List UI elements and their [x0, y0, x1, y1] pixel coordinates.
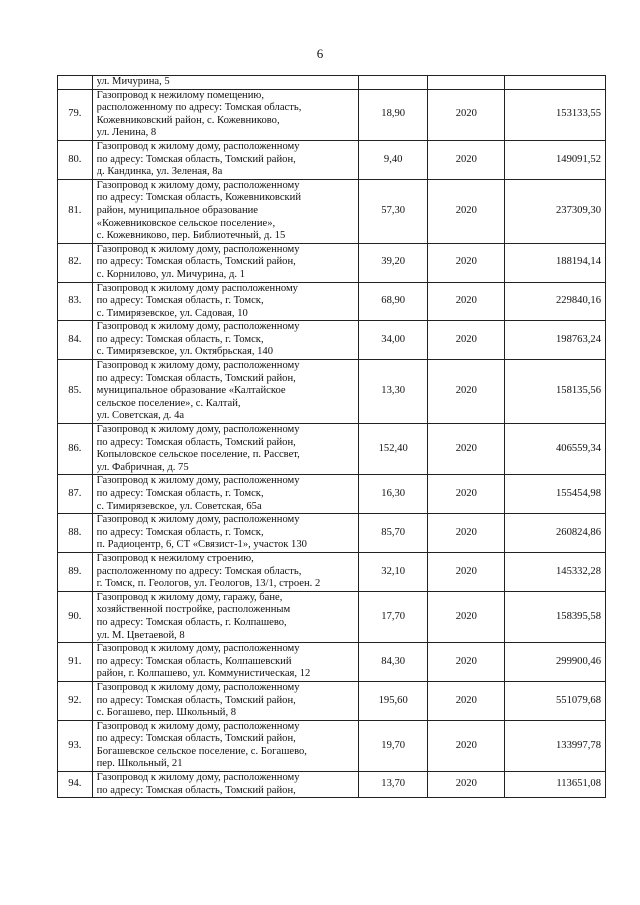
length-cell: 195,60 [359, 681, 428, 720]
object-name-cell [92, 282, 358, 321]
length-cell: 57,30 [359, 179, 428, 243]
cost-cell: 153133,55 [505, 89, 606, 140]
object-name-line: Газопровод к нежилому строению, [96, 552, 254, 564]
object-name-cell [92, 643, 358, 682]
table-row [58, 321, 606, 360]
length-cell: 19,70 [359, 720, 428, 771]
table-body [58, 76, 606, 798]
object-name-line: Газопровод к жилому дому, гаражу, бане, [96, 591, 283, 603]
object-name-cell [92, 772, 358, 798]
object-name-line: по адресу: Томская область, Томский район, [96, 784, 296, 796]
object-name-line: «Кожевниковское сельское поселение», [96, 217, 276, 229]
object-name-line: ул. Ленина, 8 [96, 127, 157, 139]
object-name-line: п. Радиоцентр, 6, СТ «Связист-1», участок 130 [96, 539, 307, 551]
table-row [58, 552, 606, 591]
object-name-line: муниципальное образование «Калтайское [96, 385, 286, 397]
object-name-cell [92, 514, 358, 553]
row-number-cell: 87. [58, 475, 93, 514]
year-cell: 2020 [428, 179, 505, 243]
object-name-cell [92, 681, 358, 720]
table-row [58, 179, 606, 243]
object-name-line: по адресу: Томская область, Колпашевский [96, 655, 292, 667]
year-cell: 2020 [428, 243, 505, 282]
year-cell: 2020 [428, 89, 505, 140]
cost-cell: 188194,14 [505, 243, 606, 282]
page-number: 6 [316, 46, 324, 61]
object-name-line: по адресу: Томская область, г. Томск, [96, 295, 264, 307]
object-name-cell [92, 552, 358, 591]
object-name-line: по адресу: Томская область, г. Колпашево, [96, 616, 287, 628]
table-row [58, 643, 606, 682]
cost-cell: 155454,98 [505, 475, 606, 514]
object-name-cell [92, 591, 358, 642]
row-number-cell: 81. [58, 179, 93, 243]
row-number-cell: 83. [58, 282, 93, 321]
table-row [58, 424, 606, 475]
object-name-line: Газопровод к жилому дому, расположенному [96, 140, 300, 152]
table-row [58, 475, 606, 514]
length-cell: 18,90 [359, 89, 428, 140]
row-number-cell: 88. [58, 514, 93, 553]
object-name-line: по адресу: Томская область, г. Томск, [96, 488, 264, 499]
cost-cell: 299900,46 [505, 643, 606, 682]
cost-cell: 113651,08 [505, 772, 606, 798]
object-name-line: район, муниципальное образование [96, 204, 258, 216]
length-cell: 85,70 [359, 514, 428, 553]
object-name-line: с. Кожевниково, пер. Библиотечный, д. 15 [96, 230, 286, 242]
object-name-line: по адресу: Томская область, Томский район, [96, 372, 296, 384]
object-name-cell [92, 720, 358, 771]
object-name-cell [92, 243, 358, 282]
year-cell: 2020 [428, 643, 505, 682]
row-number-cell: 85. [58, 360, 93, 424]
object-name-line: расположенному по адресу: Томская область, [96, 565, 302, 577]
row-number-cell: 94. [58, 772, 93, 798]
cost-cell: 198763,24 [505, 321, 606, 360]
year-cell: 2020 [428, 282, 505, 321]
object-name-line: с. Тимирязевское, ул. Октябрьская, 140 [96, 346, 274, 358]
object-name-line: район, г. Колпашево, ул. Коммунистическая, 12 [96, 668, 311, 680]
cost-cell: 229840,16 [505, 282, 606, 321]
object-name-cell [92, 89, 358, 140]
object-name-line: по адресу: Томская область, Томский район, [96, 694, 296, 706]
object-name-cell [92, 424, 358, 475]
object-name-line: Газопровод к жилому дому, расположенному [96, 772, 300, 784]
row-number-cell: 82. [58, 243, 93, 282]
row-number-cell: 92. [58, 681, 93, 720]
length-cell [359, 76, 428, 90]
object-name-line: Газопровод к жилому дому, расположенному [96, 720, 300, 732]
cost-cell: 260824,86 [505, 514, 606, 553]
object-name-line: по адресу: Томская область, Томский район, [96, 436, 296, 448]
cost-cell: 158135,56 [505, 360, 606, 424]
object-name-line: с. Богашево, пер. Школьный, 8 [96, 707, 237, 719]
year-cell: 2020 [428, 720, 505, 771]
length-cell: 34,00 [359, 321, 428, 360]
object-name-line: с. Тимирязевское, ул. Советская, 65а [96, 500, 262, 512]
length-cell: 16,30 [359, 475, 428, 514]
object-name-line: Газопровод к жилому дому, расположенному [96, 321, 300, 333]
table-row [58, 140, 606, 179]
year-cell: 2020 [428, 552, 505, 591]
length-cell: 84,30 [359, 643, 428, 682]
object-name-line: сельское поселение», с. Калтай, [96, 397, 241, 409]
object-name-cell [92, 360, 358, 424]
object-name-line: ул. Советская, д. 4а [96, 410, 185, 422]
object-name-line: по адресу: Томская область, Томский район, [96, 256, 296, 268]
length-cell: 68,90 [359, 282, 428, 321]
row-number-cell: 79. [58, 89, 93, 140]
cost-cell: 145332,28 [505, 552, 606, 591]
year-cell: 2020 [428, 475, 505, 514]
object-name-cell [92, 140, 358, 179]
length-cell: 9,40 [359, 140, 428, 179]
object-name-cell [92, 475, 358, 514]
object-name-line: Газопровод к жилому дому, расположенному [96, 643, 300, 655]
object-name-line: Газопровод к жилому дому, расположенному [96, 360, 300, 372]
row-number-cell: 80. [58, 140, 93, 179]
table-row [58, 681, 606, 720]
length-cell: 152,40 [359, 424, 428, 475]
object-name-line: по адресу: Томская область, Томский район, [96, 153, 296, 165]
object-name-cell [92, 179, 358, 243]
object-name-line: д. Кандинка, ул. Зеленая, 8а [96, 166, 223, 178]
length-cell: 32,10 [359, 552, 428, 591]
year-cell: 2020 [428, 591, 505, 642]
table-row [58, 89, 606, 140]
row-number-cell: 86. [58, 424, 93, 475]
year-cell: 2020 [428, 321, 505, 360]
object-name-line: пер. Школьный, 21 [96, 758, 183, 770]
object-name-line: г. Томск, п. Геологов, ул. Геологов, 13/1, строен. 2 [96, 578, 321, 590]
year-cell: 2020 [428, 360, 505, 424]
row-number-cell: 91. [58, 643, 93, 682]
object-name-line: хозяйственной постройке, расположенным [96, 604, 291, 616]
object-name-line: с. Тимирязевское, ул. Садовая, 10 [96, 307, 248, 319]
length-cell: 13,70 [359, 772, 428, 798]
year-cell: 2020 [428, 424, 505, 475]
row-number-cell: 84. [58, 321, 93, 360]
table-row [58, 514, 606, 553]
object-name-line: ул. Фабричная, д. 75 [96, 461, 189, 473]
cost-cell: 406559,34 [505, 424, 606, 475]
object-name-line: расположенному по адресу: Томская область, [96, 102, 302, 114]
object-name-line: Кожевниковский район, с. Кожевниково, [96, 114, 280, 126]
row-number-cell: 89. [58, 552, 93, 591]
length-cell: 17,70 [359, 591, 428, 642]
cost-cell: 158395,58 [505, 591, 606, 642]
object-name-line: по адресу: Томская область, г. Томск, [96, 333, 264, 345]
object-name-line: Газопровод к жилому дому, расположенному [96, 179, 300, 191]
object-name-line: с. Корнилово, ул. Мичурина, д. 1 [96, 268, 245, 280]
row-number-cell: 90. [58, 591, 93, 642]
length-cell: 39,20 [359, 243, 428, 282]
cost-cell [505, 76, 606, 90]
year-cell [428, 76, 505, 90]
object-name-line: Газопровод к жилому дому, расположенному [96, 475, 300, 487]
object-name-line: ул. М. Цветаевой, 8 [96, 629, 185, 641]
row-number-cell: 93. [58, 720, 93, 771]
table-row [58, 282, 606, 321]
object-name-line: Газопровод к жилому дому, расположенному [96, 681, 300, 693]
length-cell: 13,30 [359, 360, 428, 424]
object-name-cell [92, 321, 358, 360]
cost-cell: 237309,30 [505, 179, 606, 243]
table-row [58, 772, 606, 798]
year-cell: 2020 [428, 514, 505, 553]
object-name-line: ул. Мичурина, 5 [96, 76, 170, 87]
cost-cell: 133997,78 [505, 720, 606, 771]
table-row [58, 720, 606, 771]
object-name-line: Газопровод к жилому дому расположенному [96, 282, 298, 294]
table-row [58, 360, 606, 424]
year-cell: 2020 [428, 772, 505, 798]
object-name-line: Газопровод к жилому дому, расположенному [96, 514, 300, 526]
table-row [58, 243, 606, 282]
object-name-line: Богашевское сельское поселение, с. Богашево, [96, 745, 307, 757]
year-cell: 2020 [428, 681, 505, 720]
object-name-line: Копыловское сельское поселение, п. Рассвет, [96, 449, 300, 461]
object-name-line: Газопровод к нежилому помещению, [96, 89, 264, 101]
object-name-line: по адресу: Томская область, Томский район, [96, 733, 296, 745]
object-name-line: по адресу: Томская область, Кожевниковский [96, 192, 302, 204]
gas-pipeline-table [57, 75, 606, 798]
object-name-cell [92, 76, 358, 90]
cost-cell: 551079,68 [505, 681, 606, 720]
row-number-cell [58, 76, 93, 90]
table-row [58, 76, 606, 90]
cost-cell: 149091,52 [505, 140, 606, 179]
object-name-line: Газопровод к жилому дому, расположенному [96, 243, 300, 255]
table-row [58, 591, 606, 642]
object-name-line: по адресу: Томская область, г. Томск, [96, 526, 264, 538]
object-name-line: Газопровод к жилому дому, расположенному [96, 424, 300, 436]
year-cell: 2020 [428, 140, 505, 179]
